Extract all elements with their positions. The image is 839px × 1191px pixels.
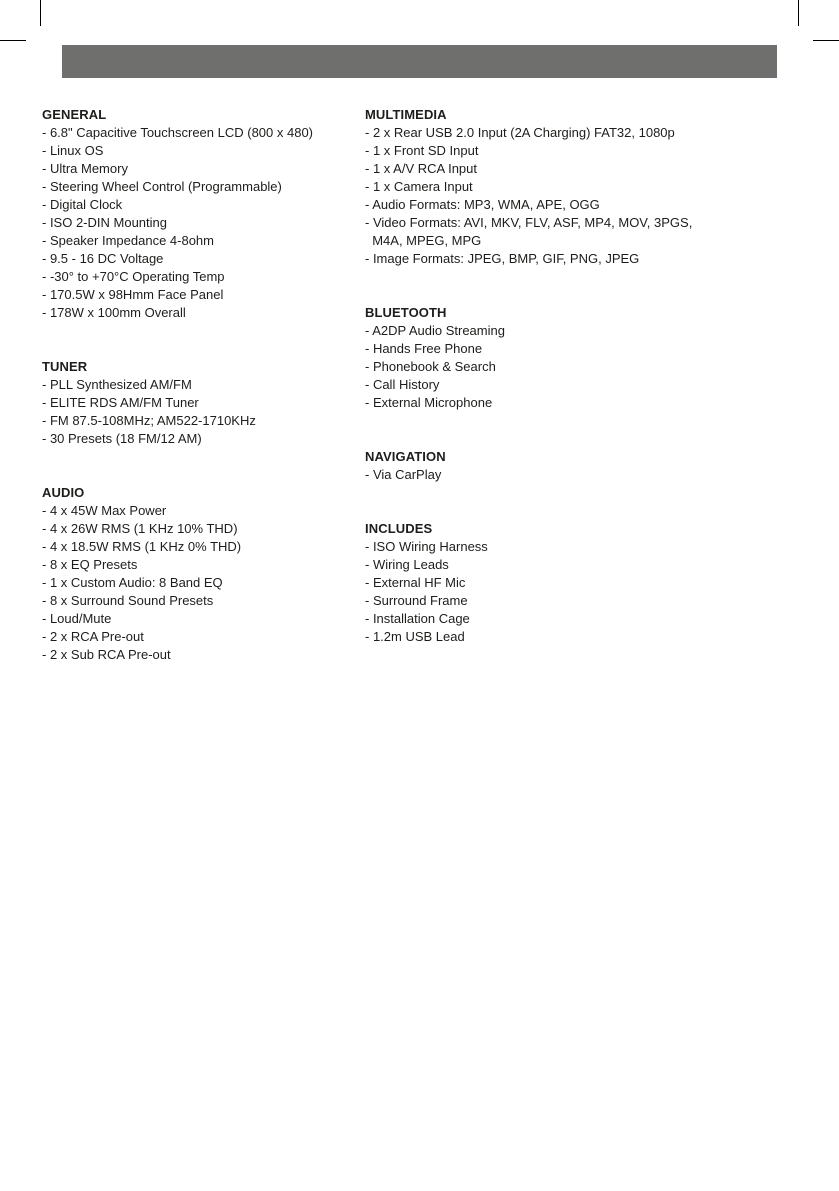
section-title: MULTIMEDIA [365,107,447,122]
spec-section-multimedia [365,106,695,268]
section-title: NAVIGATION [365,449,446,464]
spec-item: - Image Formats: JPEG, BMP, GIF, PNG, JPEG [365,251,640,266]
section-title: GENERAL [42,107,107,122]
spec-item: - -30° to +70°C Operating Temp [42,269,225,284]
spec-item: - ELITE RDS AM/FM Tuner [42,395,199,410]
spec-item: - Digital Clock [42,197,123,212]
spec-item: - Surround Frame [365,593,468,608]
spec-item: - 2 x Sub RCA Pre-out [42,647,171,662]
crop-mark-horizontal-right [813,40,839,41]
section-title: BLUETOOTH [365,305,447,320]
spec-item: M4A, MPEG, MPG [365,233,482,248]
spec-item: - Installation Cage [365,611,470,626]
spec-item: - PLL Synthesized AM/FM [42,377,192,392]
header-bar [62,45,777,78]
spec-item: - 1 x Custom Audio: 8 Band EQ [42,575,223,590]
spec-item: - 8 x Surround Sound Presets [42,593,214,608]
spec-item: - 1.2m USB Lead [365,629,465,644]
spec-item: - 1 x Camera Input [365,179,473,194]
spec-item: - 2 x Rear USB 2.0 Input (2A Charging) FAT32, 1080p [365,125,675,140]
spec-item: - 2 x RCA Pre-out [42,629,144,644]
spec-item: - Loud/Mute [42,611,112,626]
spec-item: - ISO Wiring Harness [365,539,488,554]
spec-item: - 30 Presets (18 FM/12 AM) [42,431,202,446]
spec-item: - Wiring Leads [365,557,449,572]
spec-section-general [42,106,372,322]
spec-item: - 4 x 45W Max Power [42,503,167,518]
section-title: AUDIO [42,485,85,500]
crop-mark-vertical [40,0,41,26]
spec-item: - Call History [365,377,440,392]
spec-item: - ISO 2-DIN Mounting [42,215,167,230]
spec-item: - 6.8" Capacitive Touchscreen LCD (800 x 480) [42,125,314,140]
spec-item: - 178W x 100mm Overall [42,305,186,320]
spec-item: - FM 87.5-108MHz; AM522-1710KHz [42,413,256,428]
section-title: INCLUDES [365,521,433,536]
spec-section-bluetooth [365,304,695,412]
spec-column-left [42,106,372,700]
spec-item: - 1 x Front SD Input [365,143,479,158]
spec-item: - Steering Wheel Control (Programmable) [42,179,282,194]
spec-section-includes [365,520,695,646]
spec-item: - 4 x 18.5W RMS (1 KHz 0% THD) [42,539,242,554]
spec-section-audio [42,484,372,664]
spec-item: - A2DP Audio Streaming [365,323,505,338]
spec-item: - Phonebook & Search [365,359,496,374]
spec-item: - 1 x A/V RCA Input [365,161,477,176]
spec-column-right [365,106,695,682]
spec-section-navigation [365,448,695,484]
spec-item: - External Microphone [365,395,493,410]
crop-mark-vertical-right [798,0,799,26]
spec-item: - Hands Free Phone [365,341,483,356]
spec-item: - 4 x 26W RMS (1 KHz 10% THD) [42,521,238,536]
spec-item: - 8 x EQ Presets [42,557,138,572]
crop-mark-horizontal [0,40,26,41]
spec-item: - Via CarPlay [365,467,442,482]
spec-item: - External HF Mic [365,575,466,590]
spec-item: - Speaker Impedance 4-8ohm [42,233,214,248]
spec-item: - Ultra Memory [42,161,128,176]
spec-item: - 9.5 - 16 DC Voltage [42,251,164,266]
spec-item: - Video Formats: AVI, MKV, FLV, ASF, MP4, MOV, 3PGS, [365,215,693,230]
spec-item: - Audio Formats: MP3, WMA, APE, OGG [365,197,600,212]
spec-item: - 170.5W x 98Hmm Face Panel [42,287,224,302]
spec-item: - Linux OS [42,143,104,158]
section-title: TUNER [42,359,88,374]
spec-section-tuner [42,358,372,448]
